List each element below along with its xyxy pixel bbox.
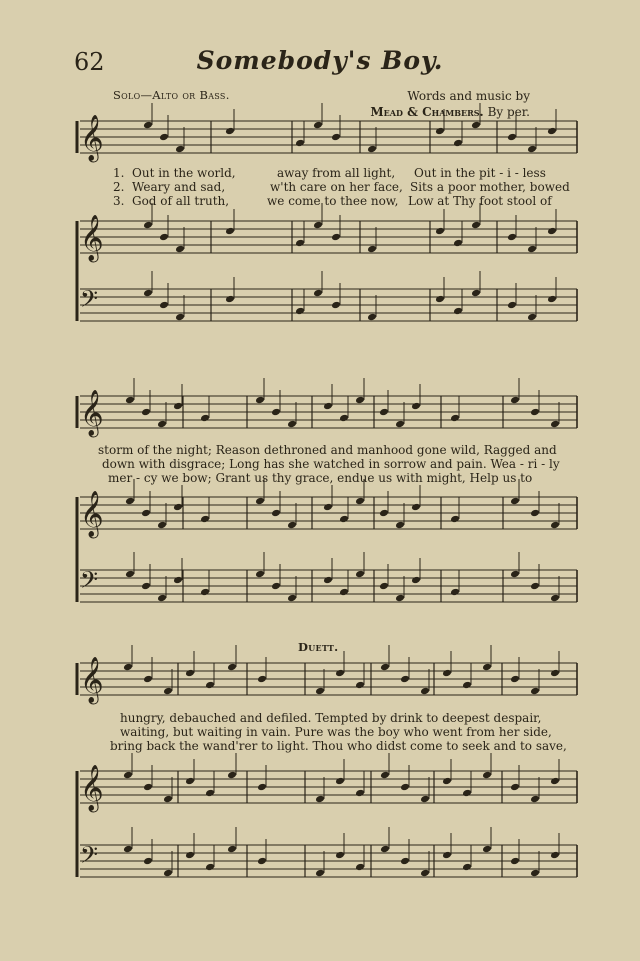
s2-staff3-note [550,594,560,603]
duett-marking: Duett. [298,640,339,654]
s1-staff1-note [313,121,323,130]
s2-staff2-note [379,509,389,518]
s3-staff2-note [335,777,345,786]
verse2-c: Sits a poor mother, bowed [410,180,570,194]
s3-staff3-note [123,845,133,854]
s1-staff1-note [159,133,169,142]
s3-staff1-note [355,681,365,690]
s3-staff1-note [185,669,195,678]
s3-staff2-note [163,795,173,804]
s3-staff2-note [462,789,472,798]
s2-staff1-note [450,414,460,423]
s1-staff2-note [225,227,235,236]
s1-staff1-note [331,133,341,142]
s3-staff1-note [123,663,133,672]
s2-staff2-note [550,521,560,530]
s2-staff1-note [141,408,151,417]
s3-staff1-note [380,663,390,672]
s2-staff3-note [157,594,167,603]
s1-staff3-note [435,295,445,304]
credit-permission: By per. [487,105,530,119]
verse2-a: Weary and sad, [132,180,226,194]
s3-staff2-note [510,783,520,792]
s1-staff3-note [471,289,481,298]
s2-staff2-note [271,509,281,518]
s3-staff1-note [400,675,410,684]
s3-staff2-note [315,795,325,804]
s2-staff2-note [255,497,265,506]
s3-staff1-note [530,687,540,696]
s3-staff1-note [482,663,492,672]
s1-staff1-note [527,145,537,154]
page-number: 62 [74,48,105,76]
s2-staff1-note [339,414,349,423]
s1-staff2-note [313,221,323,230]
s3-staff2-note [442,777,452,786]
s2-staff1-note [379,408,389,417]
s3-staff3-note [482,845,492,854]
s2-staff2-note [395,521,405,530]
s2-staff1-note [157,420,167,429]
s2-staff1-note [200,414,210,423]
s1-staff2-note [159,233,169,242]
verse3-b: we come to thee now, [267,194,399,208]
s2-staff2-note [530,509,540,518]
s1-staff1-note [175,145,185,154]
s1-staff1-note [547,127,557,136]
s3-staff2-note [257,783,267,792]
verse1-b: away from all light, [277,166,396,180]
s2-staff1-note [287,420,297,429]
s3-staff1-note [315,687,325,696]
s1-staff2-note [471,221,481,230]
s2-staff2-note [173,503,183,512]
s1-staff2-note [453,239,463,248]
s3-staff2-note [355,789,365,798]
clef-treble: 𝄞 [80,215,104,261]
s2-staff2-note [450,515,460,524]
s3-staff2-note [530,795,540,804]
verse3-c: Low at Thy foot stool of [408,194,552,208]
s1-staff2-note [175,245,185,254]
clef-treble: 𝄞 [80,115,104,161]
clef-bass: 𝄢 [80,841,99,874]
s1-staff2-note [143,221,153,230]
s2-staff3-note [125,570,135,579]
credit-authors: Mead & Chambers. [370,105,484,119]
s2-staff3-note [530,582,540,591]
s1-staff1-note [225,127,235,136]
verse2-b: w'th care on her face, [270,180,403,194]
s3-staff1-note [420,687,430,696]
s2-staff1-note [255,396,265,405]
s3-line2: waiting, but waiting in vain. Pure was the boy who went from her side, [120,725,552,739]
s1-staff2-note [435,227,445,236]
credit-line-1: Words and music by [407,89,530,103]
s1-staff3-note [453,307,463,316]
verse3-num: 3. [113,194,125,208]
s1-staff3-note [225,295,235,304]
s3-staff3-note [205,863,215,872]
s2-line2: down with disgrace; Long has she watched in sorrow and pain. Wea - ri - ly [102,457,560,471]
s2-staff1-note [411,402,421,411]
s2-staff3-note [379,582,389,591]
s2-staff3-note [271,582,281,591]
s2-staff3-note [141,582,151,591]
s3-staff3-note [257,857,267,866]
s2-staff3-note [339,588,349,597]
s2-staff3-note [287,594,297,603]
s3-staff3-note [163,869,173,878]
s1-staff1-note [367,145,377,154]
s1-staff3-note [175,313,185,322]
s1-staff3-note [313,289,323,298]
s2-staff1-note [510,396,520,405]
s2-staff3-note [255,570,265,579]
s2-staff2-note [157,521,167,530]
s3-staff2-note [380,771,390,780]
s3-staff1-note [462,681,472,690]
s3-staff2-note [205,789,215,798]
s1-staff1-note [295,139,305,148]
s3-staff2-note [482,771,492,780]
s3-staff3-note [355,863,365,872]
s1-staff3-note [367,313,377,322]
s3-staff1-note [550,669,560,678]
s3-staff3-note [442,851,452,860]
s3-line3: bring back the wand'rer to light. Thou who didst come to seek and to save, [110,739,567,753]
s2-staff2-note [323,503,333,512]
s2-staff1-note [173,402,183,411]
s3-staff2-note [400,783,410,792]
s2-staff3-note [200,588,210,597]
song-title: Somebody's Boy. [196,46,444,75]
s1-staff2-note [507,233,517,242]
s2-staff3-note [450,588,460,597]
clef-treble: 𝄞 [80,657,104,703]
s1-staff2-note [295,239,305,248]
verse1-a: Out in the world, [132,166,236,180]
verse1-c: Out in the pit - i - less [414,166,546,180]
s3-staff2-note [420,795,430,804]
s2-staff2-note [510,497,520,506]
s2-staff1-note [125,396,135,405]
s3-staff3-note [400,857,410,866]
verse3-a: God of all truth, [132,194,230,208]
s3-staff1-note [442,669,452,678]
s2-staff3-note [510,570,520,579]
s3-staff1-note [335,669,345,678]
s2-staff2-note [339,515,349,524]
s3-staff2-note [143,783,153,792]
s1-staff3-note [547,295,557,304]
clef-treble: 𝄞 [80,765,104,811]
s3-staff1-note [143,675,153,684]
s3-staff3-note [315,869,325,878]
s1-staff3-note [143,289,153,298]
s3-line1: hungry, debauched and defiled. Tempted by drink to deepest despair, [120,711,542,725]
s1-staff1-note [435,127,445,136]
s3-staff1-note [205,681,215,690]
s1-staff1-note [453,139,463,148]
s2-staff3-note [411,576,421,585]
s3-staff3-note [185,851,195,860]
s1-staff2-note [367,245,377,254]
s3-staff2-note [185,777,195,786]
s3-staff3-note [510,857,520,866]
s2-staff2-note [200,515,210,524]
s2-staff3-note [173,576,183,585]
s1-staff3-note [331,301,341,310]
s2-staff3-note [395,594,405,603]
s2-staff3-note [355,570,365,579]
clef-bass: 𝄢 [80,285,99,318]
s2-staff1-note [550,420,560,429]
clef-treble: 𝄞 [80,390,104,436]
s3-staff3-note [462,863,472,872]
s1-staff2-note [331,233,341,242]
verse1-num: 1. [113,166,125,180]
s1-staff1-note [471,121,481,130]
s3-staff3-note [420,869,430,878]
s3-staff2-note [227,771,237,780]
s3-staff3-note [227,845,237,854]
verse2-num: 2. [113,180,125,194]
s2-staff3-note [323,576,333,585]
s2-staff1-note [355,396,365,405]
s2-staff1-note [395,420,405,429]
s3-staff3-note [530,869,540,878]
s1-staff1-note [143,121,153,130]
s1-staff3-note [295,307,305,316]
s2-staff2-note [125,497,135,506]
s3-staff3-note [335,851,345,860]
s2-staff2-note [287,521,297,530]
clef-bass: 𝄢 [80,566,99,599]
s1-staff1-note [507,133,517,142]
s3-staff1-note [227,663,237,672]
s2-staff1-note [530,408,540,417]
s3-staff3-note [380,845,390,854]
s1-staff3-note [507,301,517,310]
s2-staff2-note [411,503,421,512]
s3-staff1-note [510,675,520,684]
s3-staff1-note [163,687,173,696]
s3-staff1-note [257,675,267,684]
s3-staff3-note [550,851,560,860]
s3-staff2-note [550,777,560,786]
clef-treble: 𝄞 [80,491,104,537]
s2-line3: mer - cy we bow; Grant us thy grace, endue us with might, Help us to [108,471,533,485]
s1-staff3-note [527,313,537,322]
voice-marking: Solo—Alto or Bass. [113,88,230,102]
s2-staff1-note [271,408,281,417]
s2-line1: storm of the night; Reason dethroned and manhood gone wild, Ragged and [98,443,557,457]
s1-staff3-note [159,301,169,310]
s2-staff1-note [323,402,333,411]
s3-staff2-note [123,771,133,780]
s2-staff2-note [355,497,365,506]
s3-staff3-note [143,857,153,866]
s1-staff2-note [527,245,537,254]
s2-staff2-note [141,509,151,518]
s1-staff2-note [547,227,557,236]
